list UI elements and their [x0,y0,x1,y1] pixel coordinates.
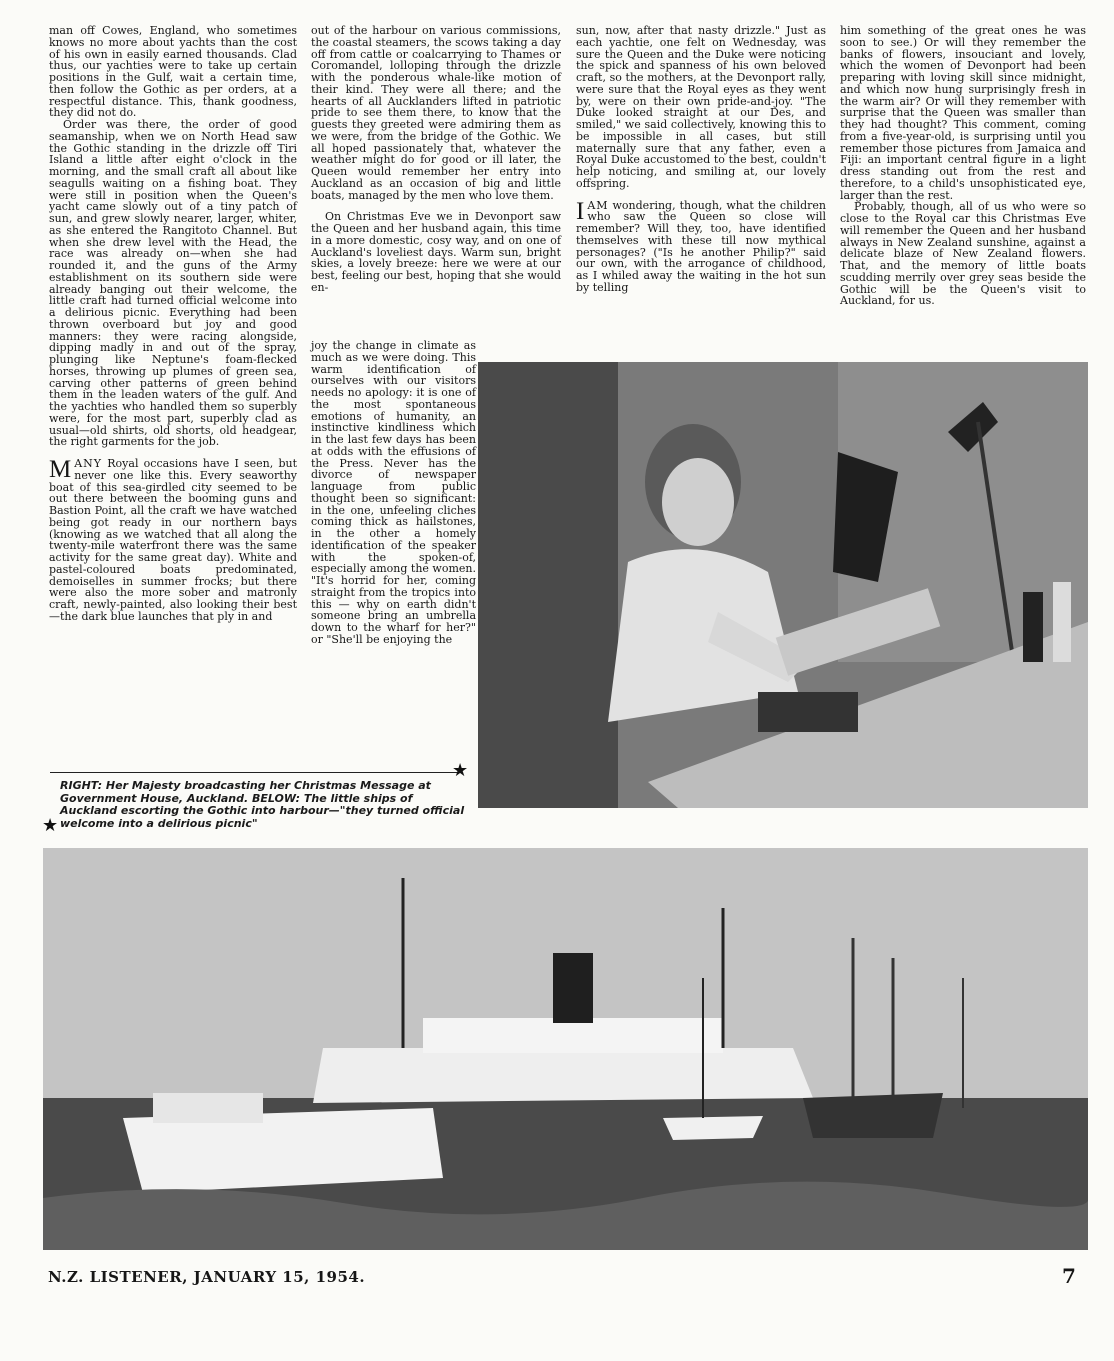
photo-gothic-harbour [43,848,1088,1250]
paragraph [576,197,826,294]
article-column-3 [576,25,826,294]
publication-footer: N.Z. LISTENER, JANUARY 15, 1954. [48,1268,366,1286]
paragraph: out of the harbour on various commissions, the coastal steamers, the scows taking a day off from cattle or coalcarrying to Thames or Coromandel, lolloping through the drizzle with the ponderous whale-like motion of their kind. They were all there; and the hearts of all Aucklanders lifted in patriotic pride to see them there, to know that the guests they greeted were admiring them as we were, from the bridge of the Gothic. We all hoped passionately that, whatever the weather might do for good or ill later, the Queen would remember her entry into Auckland as an occasion of big and little boats, managed by the men who love them. [311,24,561,202]
drop-cap: M [49,456,72,483]
photo-illustration [478,362,1088,808]
paragraph: man off Cowes, England, who sometimes knows no more about yachts than the cost of his own in easily earned thousands. Clad thus, our yachties were to take up certain positions in the Gulf, wait a certain time, then follow the Gothic as per orders, at a respectful distance. This, thank goodness, they did not do. [49,24,297,120]
paragraph: sun, now, after that nasty drizzle." Just as each yachtie, one felt on Wednesday, was sure the Queen and the Duke were noticing the spick and spanness of his own beloved craft, so the mothers, at the Devonport rally, were sure that the Royal eyes as they went by, were on their own pride-and-joy. "The Duke looked straight at our Des, and smiled," we said collectively, knowing this to be impossible in all cases, but still maternally sure that any father, even a Royal Duke accustomed to the best, couldn't help noticing, and smiling at, our lovely offspring. [576,24,826,190]
photo-caption: RIGHT: Her Majesty broadcasting her Christmas Message at Government House, Auckland. BELOW: The little ships of Auckland escorting the Gothic into harbour—"they turned official welcome into a delirious picnic" [60,779,465,830]
caption-rule [50,772,462,773]
drop-cap: I [576,197,585,225]
paragraph-text: Royal occasions have I seen, but never one like this. Every seaworthy boat of this sea-girdled city seemed to be out there between the booming guns and Bastion Point, all the craft we have watched being got ready in our northern bays (knowing as we watched that all along the twenty-mile waterfront there was the same activity for the same great day). White and pastel-coloured boats predominated, demoiselles in summer frocks; but there were also the more sober and matronly craft, newly-painted, also looking their best—the dark blue launches that ply in and [49,457,297,623]
small-caps: ANY [74,457,103,470]
star-icon: ★ [452,760,469,781]
paragraph: Probably, though, all of us who were so close to the Royal car this Christmas Eve will remember the Queen and her husband always in New Zealand sunshine, against a delicate blaze of New Zealand flowers. That, and the memory of little boats scudding merrily over grey seas beside the Gothic will be the Queen's visit to Auckland, for us. [840,200,1086,308]
article-column-2 [311,25,561,294]
paragraph: joy the change in climate as much as we were doing. This warm identification of ourselves with our visitors needs no apology: it is one of the most spontaneous emotions of humanity, an instinctive kindliness which in the last few days has been at odds with the effusions of the Press. Never has the divorce of newspaper language from public thought been so significant: in the one, unfeeling cliches coming thick as hailstones, in the other a homely identification of the speaker with the spoken-of, especially among the women. "It's horrid for her, coming straight from the tropics into this — why on earth didn't someone bring an umbrella down to the wharf for her?" or "She'll be enjoying the [311,339,476,646]
paragraph: On Christmas Eve we in Devonport saw the Queen and her husband again, this time in a more domestic, cosy way, and on one of Auckland's loveliest days. Warm sun, bright skies, a lovely breeze: here we were at our best, feeling our best, hoping that she would en- [311,210,561,294]
paragraph: him something of the great ones he was soon to see.) Or will they remember the banks of flowers, insouciant and lovely, which the women of Devonport had been preparing with loving skill since midnight, and which now hung surprisingly fresh in the warm air? Or will they remember with surprise that the Queen was smaller than they had thought? This comment, coming from a five-year-old, is surprising until you remember those pictures from Jamaica and Fiji: an important central figure in a light dress standing out from the rest and therefore, to a child's unsophisticated eye, larger than the rest. [840,24,1086,202]
paragraph: Order was there, the order of good seamanship, when we on North Head saw the Gothic standing in the drizzle off Tiri Island a little after eight o'clock in the morning, and the small craft all about like seagulls waiting on a fishing boat. They were still in position when the Queen's yacht came slowly out of a tiny patch of sun, and grew slowly nearer, larger, whiter, as she entered the Rangitoto Channel. But when she drew level with the Head, the race was already on—when she had rounded it, and the guns of the Army establishment on its southern side were already banging out their welcome, the little craft had turned official welcome into a delirious picnic. Everything had been thrown overboard but joy and good manners: they were racing alongside, dipping madly in and out of the spray, plunging like Neptune's foam-flecked horses, throwing up plumes of green sea, carving other patterns of green behind them in the leaden waters of the gulf. And the yachties who handled them so superbly were, for the most part, superbly clad as usual—old shirts, old shorts, old headgear, the right garments for the job. [49,118,297,449]
article-column-4 [840,25,1086,307]
photo-queen-broadcasting [478,362,1088,808]
paragraph [49,458,297,623]
article-column-2-narrow [311,340,476,646]
star-icon: ★ [42,815,59,836]
paragraph-text: wondering, though, what the children who saw the Queen so close will remember? Will they, too, have identified themselves with these till now mythical personages? ("Is he another Philip?" said our own, with the arrogance of childhood, as I whiled away the waiting in the hot sun by telling [576,198,826,294]
article-column-1 [49,25,297,623]
page-number: 7 [1062,1264,1076,1288]
photo-illustration [43,848,1088,1250]
small-caps: AM [587,198,609,212]
